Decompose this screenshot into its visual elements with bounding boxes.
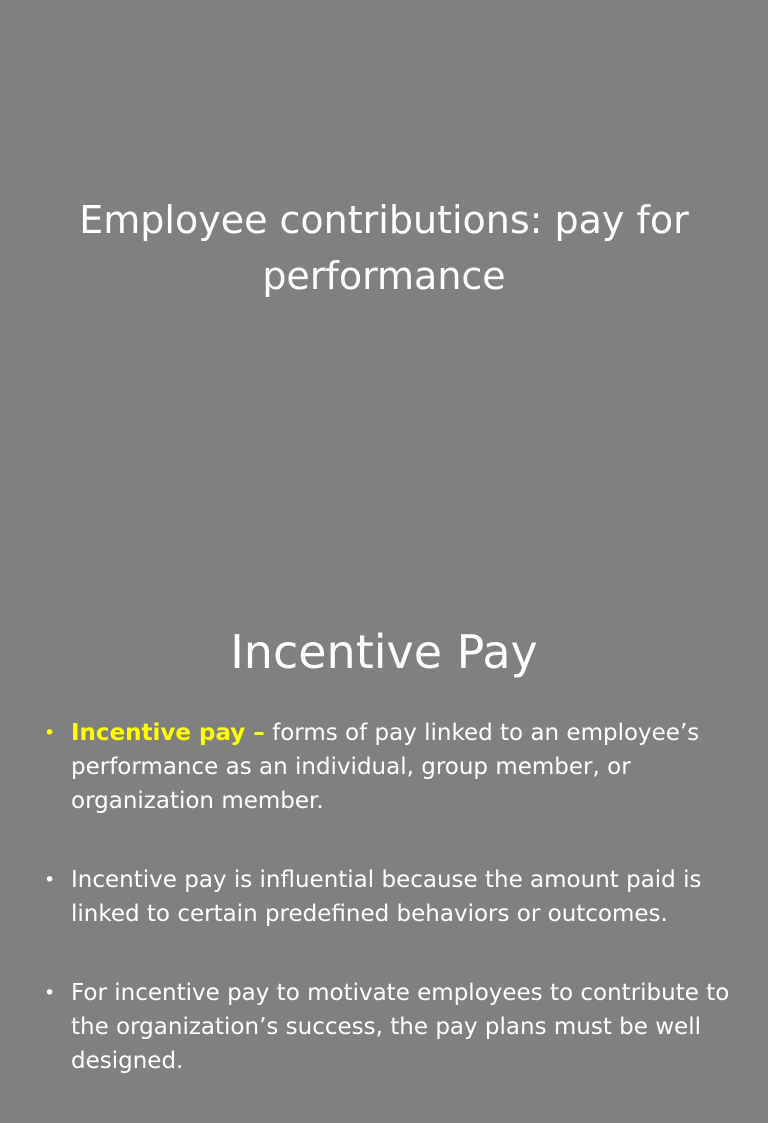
bullet-item <box>40 976 730 1078</box>
bullet-item <box>40 863 730 931</box>
bullet-list <box>40 716 730 1123</box>
slide-heading: Incentive Pay <box>230 625 538 679</box>
bullet-text: Incentive pay is influential because the amount paid is linked to certain predefined behaviors or outcomes. <box>71 867 702 927</box>
slide-incentive-pay <box>0 576 768 1074</box>
slide-title-heading: Employee contributions: pay for performance <box>79 198 689 298</box>
bullet-item <box>40 716 730 818</box>
bullet-icon: • <box>44 722 56 744</box>
bullet-icon: • <box>44 982 56 1004</box>
bullet-text: For incentive pay to motivate employees to contribute to the organization’s success, the pay plans must be well designed. <box>71 980 730 1074</box>
bullet-icon: • <box>44 869 56 891</box>
bullet-term: Incentive pay – <box>71 720 265 746</box>
bullet-text: forms of pay linked to an employee’s performance as an individual, group member, or organization member. <box>71 720 700 814</box>
